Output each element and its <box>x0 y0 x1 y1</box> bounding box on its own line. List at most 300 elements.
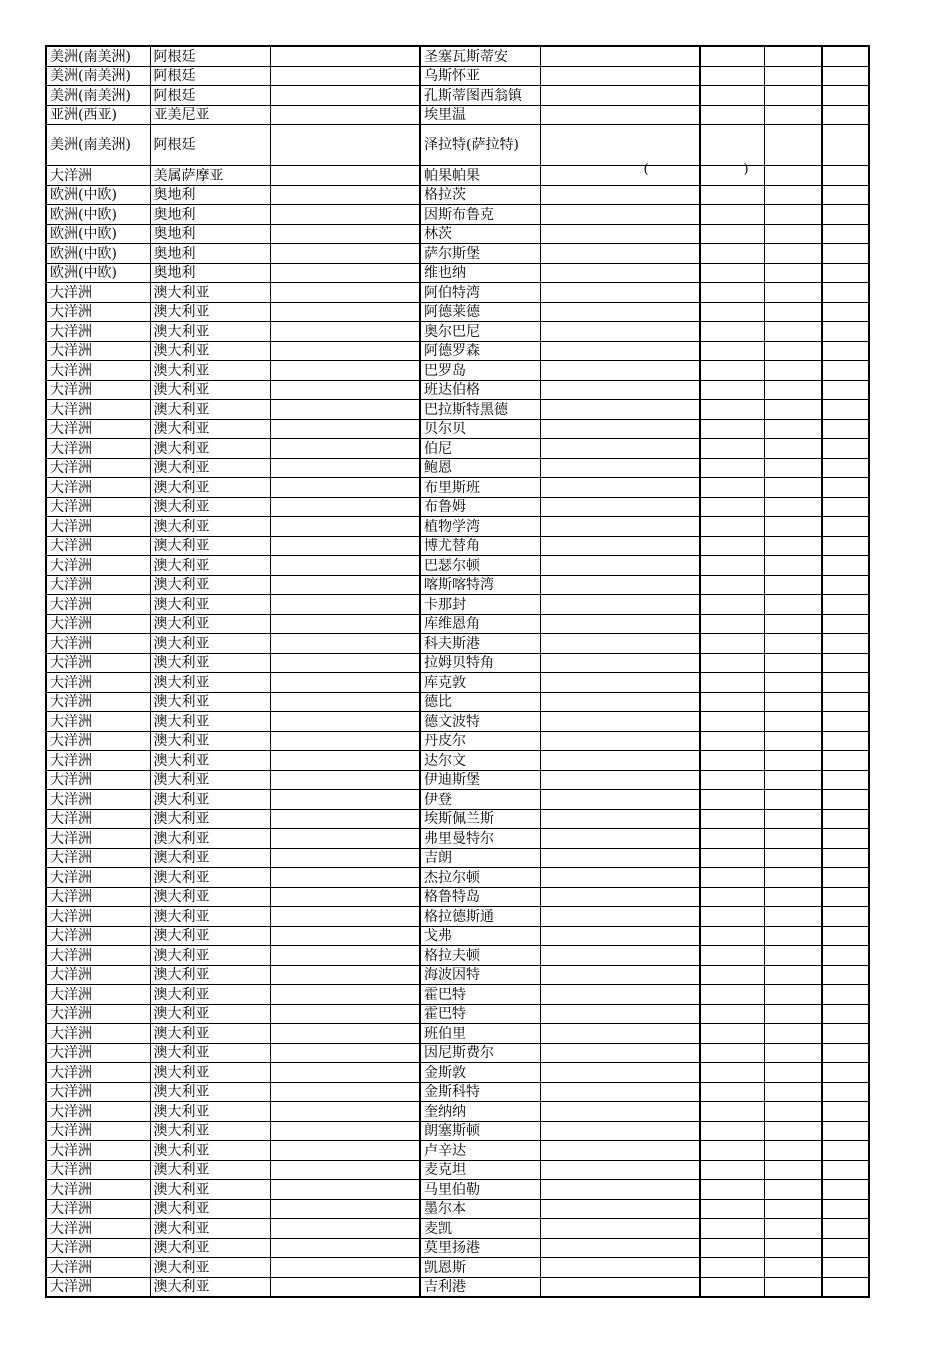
city-cell[interactable]: 拉姆贝特角 <box>420 653 540 673</box>
city-cell[interactable]: 库维恩角 <box>420 614 540 634</box>
region-cell[interactable]: 大洋洲 <box>46 478 150 498</box>
empty-cell[interactable] <box>822 478 869 498</box>
region-cell[interactable]: 大洋洲 <box>46 712 150 732</box>
region-cell[interactable]: 大洋洲 <box>46 731 150 751</box>
empty-cell[interactable] <box>270 595 420 615</box>
empty-cell[interactable] <box>540 46 700 66</box>
region-cell[interactable]: 欧洲(中欧) <box>46 224 150 244</box>
country-cell[interactable]: 澳大利亚 <box>150 848 270 868</box>
country-cell[interactable]: 澳大利亚 <box>150 517 270 537</box>
empty-cell[interactable] <box>540 185 700 205</box>
country-cell[interactable]: 澳大利亚 <box>150 926 270 946</box>
empty-cell[interactable] <box>822 1121 869 1141</box>
empty-cell[interactable] <box>822 965 869 985</box>
region-cell[interactable]: 大洋洲 <box>46 1141 150 1161</box>
empty-cell[interactable] <box>700 751 764 771</box>
region-cell[interactable]: 大洋洲 <box>46 907 150 927</box>
empty-cell[interactable] <box>822 66 869 86</box>
empty-cell[interactable] <box>822 634 869 654</box>
empty-cell[interactable] <box>764 965 822 985</box>
empty-cell[interactable] <box>764 380 822 400</box>
empty-cell[interactable] <box>822 224 869 244</box>
empty-cell[interactable] <box>822 46 869 66</box>
empty-cell[interactable] <box>822 1102 869 1122</box>
empty-cell[interactable] <box>764 205 822 225</box>
empty-cell[interactable] <box>270 907 420 927</box>
empty-cell[interactable] <box>270 536 420 556</box>
city-cell[interactable]: 萨尔斯堡 <box>420 244 540 264</box>
empty-cell[interactable] <box>764 66 822 86</box>
country-cell[interactable]: 澳大利亚 <box>150 653 270 673</box>
empty-cell[interactable] <box>270 556 420 576</box>
empty-cell[interactable] <box>822 595 869 615</box>
empty-cell[interactable] <box>700 536 764 556</box>
empty-cell[interactable] <box>540 985 700 1005</box>
empty-cell[interactable] <box>700 125 764 166</box>
empty-cell[interactable] <box>540 809 700 829</box>
region-cell[interactable]: 大洋洲 <box>46 302 150 322</box>
empty-cell[interactable] <box>700 1160 764 1180</box>
region-cell[interactable]: 大洋洲 <box>46 926 150 946</box>
empty-cell[interactable] <box>700 283 764 303</box>
empty-cell[interactable] <box>764 341 822 361</box>
empty-cell[interactable] <box>764 673 822 693</box>
empty-cell[interactable] <box>822 556 869 576</box>
empty-cell[interactable] <box>270 673 420 693</box>
empty-cell[interactable] <box>822 1180 869 1200</box>
region-cell[interactable]: 大洋洲 <box>46 1102 150 1122</box>
city-cell[interactable]: 阿德莱德 <box>420 302 540 322</box>
empty-cell[interactable] <box>764 1063 822 1083</box>
city-cell[interactable]: 贝尔贝 <box>420 419 540 439</box>
empty-cell[interactable] <box>270 86 420 106</box>
empty-cell[interactable] <box>540 1043 700 1063</box>
empty-cell[interactable] <box>270 497 420 517</box>
empty-cell[interactable] <box>270 751 420 771</box>
empty-cell[interactable] <box>540 614 700 634</box>
city-cell[interactable]: 丹皮尔 <box>420 731 540 751</box>
empty-cell[interactable] <box>822 1277 869 1297</box>
empty-cell[interactable] <box>700 86 764 106</box>
region-cell[interactable]: 大洋洲 <box>46 419 150 439</box>
empty-cell[interactable] <box>822 125 869 166</box>
city-cell[interactable]: 金斯科特 <box>420 1082 540 1102</box>
country-cell[interactable]: 澳大利亚 <box>150 575 270 595</box>
empty-cell[interactable] <box>270 731 420 751</box>
empty-cell[interactable] <box>540 848 700 868</box>
empty-cell[interactable] <box>540 770 700 790</box>
empty-cell[interactable] <box>270 1141 420 1161</box>
empty-cell[interactable] <box>822 1160 869 1180</box>
country-cell[interactable]: 澳大利亚 <box>150 1082 270 1102</box>
empty-cell[interactable] <box>764 497 822 517</box>
country-cell[interactable]: 澳大利亚 <box>150 985 270 1005</box>
empty-cell[interactable] <box>822 105 869 125</box>
empty-cell[interactable] <box>270 653 420 673</box>
empty-cell[interactable] <box>700 1238 764 1258</box>
country-cell[interactable]: 澳大利亚 <box>150 302 270 322</box>
country-cell[interactable]: 澳大利亚 <box>150 751 270 771</box>
empty-cell[interactable] <box>540 341 700 361</box>
empty-cell[interactable] <box>270 361 420 381</box>
empty-cell[interactable] <box>764 302 822 322</box>
empty-cell[interactable] <box>764 1258 822 1278</box>
region-cell[interactable]: 大洋洲 <box>46 1180 150 1200</box>
empty-cell[interactable] <box>270 205 420 225</box>
empty-cell[interactable] <box>822 1199 869 1219</box>
empty-cell[interactable] <box>764 887 822 907</box>
empty-cell[interactable] <box>270 614 420 634</box>
empty-cell[interactable] <box>822 205 869 225</box>
country-cell[interactable]: 亚美尼亚 <box>150 105 270 125</box>
empty-cell[interactable] <box>764 926 822 946</box>
empty-cell[interactable] <box>700 634 764 654</box>
empty-cell[interactable] <box>700 263 764 283</box>
region-cell[interactable]: 大洋洲 <box>46 887 150 907</box>
city-cell[interactable]: 格拉夫顿 <box>420 946 540 966</box>
country-cell[interactable]: 美属萨摩亚 <box>150 166 270 186</box>
city-cell[interactable]: 因斯布鲁克 <box>420 205 540 225</box>
empty-cell[interactable] <box>822 731 869 751</box>
empty-cell[interactable] <box>700 166 764 186</box>
empty-cell[interactable] <box>822 1258 869 1278</box>
region-cell[interactable]: 大洋洲 <box>46 614 150 634</box>
empty-cell[interactable] <box>700 1024 764 1044</box>
empty-cell[interactable] <box>700 809 764 829</box>
city-cell[interactable]: 霍巴特 <box>420 1004 540 1024</box>
empty-cell[interactable] <box>764 322 822 342</box>
city-cell[interactable]: 凯恩斯 <box>420 1258 540 1278</box>
region-cell[interactable]: 亚洲(西亚) <box>46 105 150 125</box>
empty-cell[interactable] <box>700 478 764 498</box>
country-cell[interactable]: 澳大利亚 <box>150 556 270 576</box>
city-cell[interactable]: 埃里温 <box>420 105 540 125</box>
empty-cell[interactable] <box>270 341 420 361</box>
city-cell[interactable]: 泽拉特(萨拉特) <box>420 125 540 166</box>
country-cell[interactable]: 澳大利亚 <box>150 1024 270 1044</box>
empty-cell[interactable] <box>700 1082 764 1102</box>
empty-cell[interactable] <box>700 1063 764 1083</box>
empty-cell[interactable] <box>822 380 869 400</box>
city-cell[interactable]: 班伯里 <box>420 1024 540 1044</box>
empty-cell[interactable] <box>540 244 700 264</box>
empty-cell[interactable] <box>540 66 700 86</box>
region-cell[interactable]: 大洋洲 <box>46 868 150 888</box>
empty-cell[interactable] <box>700 790 764 810</box>
city-cell[interactable]: 圣塞瓦斯蒂安 <box>420 46 540 66</box>
empty-cell[interactable] <box>540 105 700 125</box>
empty-cell[interactable] <box>822 809 869 829</box>
empty-cell[interactable] <box>270 1219 420 1239</box>
country-cell[interactable]: 澳大利亚 <box>150 731 270 751</box>
empty-cell[interactable] <box>764 1102 822 1122</box>
empty-cell[interactable] <box>700 712 764 732</box>
country-cell[interactable]: 奥地利 <box>150 244 270 264</box>
empty-cell[interactable] <box>700 614 764 634</box>
empty-cell[interactable] <box>764 244 822 264</box>
empty-cell[interactable] <box>764 86 822 106</box>
city-cell[interactable]: 植物学湾 <box>420 517 540 537</box>
empty-cell[interactable] <box>764 868 822 888</box>
country-cell[interactable]: 阿根廷 <box>150 125 270 166</box>
region-cell[interactable]: 大洋洲 <box>46 517 150 537</box>
empty-cell[interactable] <box>764 575 822 595</box>
empty-cell[interactable] <box>540 751 700 771</box>
empty-cell[interactable] <box>700 770 764 790</box>
region-cell[interactable]: 大洋洲 <box>46 809 150 829</box>
empty-cell[interactable] <box>700 400 764 420</box>
empty-cell[interactable] <box>822 692 869 712</box>
empty-cell[interactable] <box>540 283 700 303</box>
city-cell[interactable]: 林茨 <box>420 224 540 244</box>
empty-cell[interactable] <box>764 536 822 556</box>
empty-cell[interactable] <box>764 653 822 673</box>
city-cell[interactable]: 麦克坦 <box>420 1160 540 1180</box>
empty-cell[interactable] <box>822 283 869 303</box>
country-cell[interactable]: 澳大利亚 <box>150 497 270 517</box>
empty-cell[interactable] <box>764 1141 822 1161</box>
empty-cell[interactable] <box>540 1199 700 1219</box>
empty-cell[interactable] <box>270 419 420 439</box>
empty-cell[interactable] <box>764 478 822 498</box>
empty-cell[interactable] <box>270 829 420 849</box>
country-cell[interactable]: 澳大利亚 <box>150 1141 270 1161</box>
region-cell[interactable]: 大洋洲 <box>46 965 150 985</box>
empty-cell[interactable] <box>270 478 420 498</box>
empty-cell[interactable] <box>540 790 700 810</box>
empty-cell[interactable] <box>540 86 700 106</box>
empty-cell[interactable] <box>764 1121 822 1141</box>
city-cell[interactable]: 布鲁姆 <box>420 497 540 517</box>
city-cell[interactable]: 阿伯特湾 <box>420 283 540 303</box>
empty-cell[interactable] <box>764 361 822 381</box>
empty-cell[interactable] <box>822 497 869 517</box>
empty-cell[interactable] <box>270 887 420 907</box>
city-cell[interactable]: 库克敦 <box>420 673 540 693</box>
region-cell[interactable]: 大洋洲 <box>46 1004 150 1024</box>
city-cell[interactable]: 维也纳 <box>420 263 540 283</box>
empty-cell[interactable] <box>764 731 822 751</box>
empty-cell[interactable] <box>540 380 700 400</box>
empty-cell[interactable] <box>540 1121 700 1141</box>
region-cell[interactable]: 美洲(南美洲) <box>46 86 150 106</box>
country-cell[interactable]: 澳大利亚 <box>150 907 270 927</box>
region-cell[interactable]: 大洋洲 <box>46 1121 150 1141</box>
empty-cell[interactable] <box>540 1082 700 1102</box>
empty-cell[interactable] <box>270 224 420 244</box>
empty-cell[interactable] <box>700 458 764 478</box>
empty-cell[interactable] <box>700 302 764 322</box>
country-cell[interactable]: 奥地利 <box>150 224 270 244</box>
region-cell[interactable]: 美洲(南美洲) <box>46 46 150 66</box>
region-cell[interactable]: 大洋洲 <box>46 790 150 810</box>
empty-cell[interactable] <box>270 692 420 712</box>
empty-cell[interactable] <box>822 946 869 966</box>
region-cell[interactable]: 欧洲(中欧) <box>46 244 150 264</box>
empty-cell[interactable] <box>822 458 869 478</box>
region-cell[interactable]: 大洋洲 <box>46 848 150 868</box>
empty-cell[interactable] <box>822 86 869 106</box>
empty-cell[interactable] <box>822 166 869 186</box>
empty-cell[interactable] <box>822 790 869 810</box>
empty-cell[interactable] <box>700 1199 764 1219</box>
region-cell[interactable]: 大洋洲 <box>46 1277 150 1297</box>
empty-cell[interactable] <box>540 1024 700 1044</box>
empty-cell[interactable] <box>540 1160 700 1180</box>
city-cell[interactable]: 喀斯喀特湾 <box>420 575 540 595</box>
empty-cell[interactable] <box>764 46 822 66</box>
empty-cell[interactable] <box>270 1024 420 1044</box>
empty-cell[interactable] <box>540 731 700 751</box>
empty-cell[interactable] <box>822 829 869 849</box>
empty-cell[interactable] <box>540 1277 700 1297</box>
empty-cell[interactable] <box>764 751 822 771</box>
empty-cell[interactable] <box>540 302 700 322</box>
empty-cell[interactable] <box>540 458 700 478</box>
empty-cell[interactable] <box>764 105 822 125</box>
empty-cell[interactable] <box>270 1258 420 1278</box>
empty-cell[interactable] <box>700 595 764 615</box>
country-cell[interactable]: 澳大利亚 <box>150 536 270 556</box>
region-cell[interactable]: 大洋洲 <box>46 322 150 342</box>
region-cell[interactable]: 大洋洲 <box>46 1043 150 1063</box>
country-cell[interactable]: 澳大利亚 <box>150 790 270 810</box>
city-cell[interactable]: 博尤替角 <box>420 536 540 556</box>
empty-cell[interactable] <box>700 66 764 86</box>
empty-cell[interactable] <box>822 673 869 693</box>
country-cell[interactable]: 澳大利亚 <box>150 478 270 498</box>
country-cell[interactable]: 奥地利 <box>150 205 270 225</box>
empty-cell[interactable] <box>822 1219 869 1239</box>
country-cell[interactable]: 澳大利亚 <box>150 361 270 381</box>
empty-cell[interactable] <box>540 653 700 673</box>
empty-cell[interactable] <box>540 1180 700 1200</box>
city-cell[interactable]: 莫里扬港 <box>420 1238 540 1258</box>
city-cell[interactable]: 伊登 <box>420 790 540 810</box>
empty-cell[interactable] <box>270 166 420 186</box>
country-cell[interactable]: 澳大利亚 <box>150 283 270 303</box>
empty-cell[interactable] <box>270 868 420 888</box>
empty-cell[interactable] <box>700 731 764 751</box>
empty-cell[interactable] <box>822 419 869 439</box>
empty-cell[interactable] <box>540 673 700 693</box>
empty-cell[interactable] <box>822 536 869 556</box>
city-cell[interactable]: 巴瑟尔顿 <box>420 556 540 576</box>
region-cell[interactable]: 欧洲(中欧) <box>46 185 150 205</box>
region-cell[interactable]: 大洋洲 <box>46 946 150 966</box>
empty-cell[interactable] <box>270 380 420 400</box>
region-cell[interactable]: 大洋洲 <box>46 1024 150 1044</box>
country-cell[interactable]: 澳大利亚 <box>150 419 270 439</box>
empty-cell[interactable] <box>540 224 700 244</box>
empty-cell[interactable] <box>764 1238 822 1258</box>
empty-cell[interactable] <box>540 419 700 439</box>
empty-cell[interactable] <box>822 185 869 205</box>
empty-cell[interactable] <box>700 673 764 693</box>
empty-cell[interactable] <box>540 439 700 459</box>
country-cell[interactable]: 澳大利亚 <box>150 1277 270 1297</box>
empty-cell[interactable] <box>540 517 700 537</box>
city-cell[interactable]: 墨尔本 <box>420 1199 540 1219</box>
city-cell[interactable]: 因尼斯费尔 <box>420 1043 540 1063</box>
country-cell[interactable]: 澳大利亚 <box>150 1102 270 1122</box>
city-cell[interactable]: 吉朗 <box>420 848 540 868</box>
empty-cell[interactable] <box>270 1121 420 1141</box>
empty-cell[interactable] <box>540 1258 700 1278</box>
city-cell[interactable]: 海波因特 <box>420 965 540 985</box>
empty-cell[interactable] <box>822 302 869 322</box>
empty-cell[interactable] <box>764 166 822 186</box>
country-cell[interactable]: 阿根廷 <box>150 46 270 66</box>
region-cell[interactable]: 大洋洲 <box>46 653 150 673</box>
city-cell[interactable]: 埃斯佩兰斯 <box>420 809 540 829</box>
city-cell[interactable]: 奎纳纳 <box>420 1102 540 1122</box>
empty-cell[interactable] <box>540 322 700 342</box>
country-cell[interactable]: 澳大利亚 <box>150 341 270 361</box>
empty-cell[interactable] <box>764 224 822 244</box>
region-cell[interactable]: 大洋洲 <box>46 770 150 790</box>
empty-cell[interactable] <box>700 1121 764 1141</box>
empty-cell[interactable] <box>764 400 822 420</box>
empty-cell[interactable] <box>764 1004 822 1024</box>
empty-cell[interactable] <box>540 1141 700 1161</box>
empty-cell[interactable] <box>270 809 420 829</box>
region-cell[interactable]: 大洋洲 <box>46 283 150 303</box>
country-cell[interactable]: 澳大利亚 <box>150 595 270 615</box>
empty-cell[interactable] <box>700 244 764 264</box>
empty-cell[interactable] <box>822 244 869 264</box>
empty-cell[interactable] <box>822 887 869 907</box>
empty-cell[interactable] <box>822 1238 869 1258</box>
empty-cell[interactable] <box>540 205 700 225</box>
empty-cell[interactable] <box>700 439 764 459</box>
empty-cell[interactable] <box>764 263 822 283</box>
empty-cell[interactable] <box>764 1160 822 1180</box>
empty-cell[interactable] <box>540 1238 700 1258</box>
country-cell[interactable]: 澳大利亚 <box>150 673 270 693</box>
empty-cell[interactable] <box>700 575 764 595</box>
region-cell[interactable]: 大洋洲 <box>46 634 150 654</box>
empty-cell[interactable] <box>700 653 764 673</box>
empty-cell[interactable] <box>540 556 700 576</box>
empty-cell[interactable] <box>764 790 822 810</box>
empty-cell[interactable] <box>270 1160 420 1180</box>
empty-cell[interactable] <box>540 965 700 985</box>
empty-cell[interactable] <box>822 1141 869 1161</box>
empty-cell[interactable] <box>540 829 700 849</box>
country-cell[interactable]: 澳大利亚 <box>150 400 270 420</box>
empty-cell[interactable] <box>764 712 822 732</box>
country-cell[interactable]: 澳大利亚 <box>150 1160 270 1180</box>
country-cell[interactable]: 澳大利亚 <box>150 887 270 907</box>
country-cell[interactable]: 澳大利亚 <box>150 1180 270 1200</box>
empty-cell[interactable] <box>540 907 700 927</box>
empty-cell[interactable] <box>270 283 420 303</box>
empty-cell[interactable] <box>822 653 869 673</box>
country-cell[interactable]: 澳大利亚 <box>150 868 270 888</box>
empty-cell[interactable] <box>822 907 869 927</box>
country-cell[interactable]: 奥地利 <box>150 263 270 283</box>
empty-cell[interactable] <box>270 634 420 654</box>
empty-cell[interactable] <box>822 868 869 888</box>
empty-cell[interactable] <box>822 985 869 1005</box>
city-cell[interactable]: 班达伯格 <box>420 380 540 400</box>
empty-cell[interactable] <box>270 185 420 205</box>
empty-cell[interactable] <box>700 224 764 244</box>
city-cell[interactable]: 阿德罗森 <box>420 341 540 361</box>
empty-cell[interactable] <box>764 419 822 439</box>
empty-cell[interactable] <box>700 1141 764 1161</box>
